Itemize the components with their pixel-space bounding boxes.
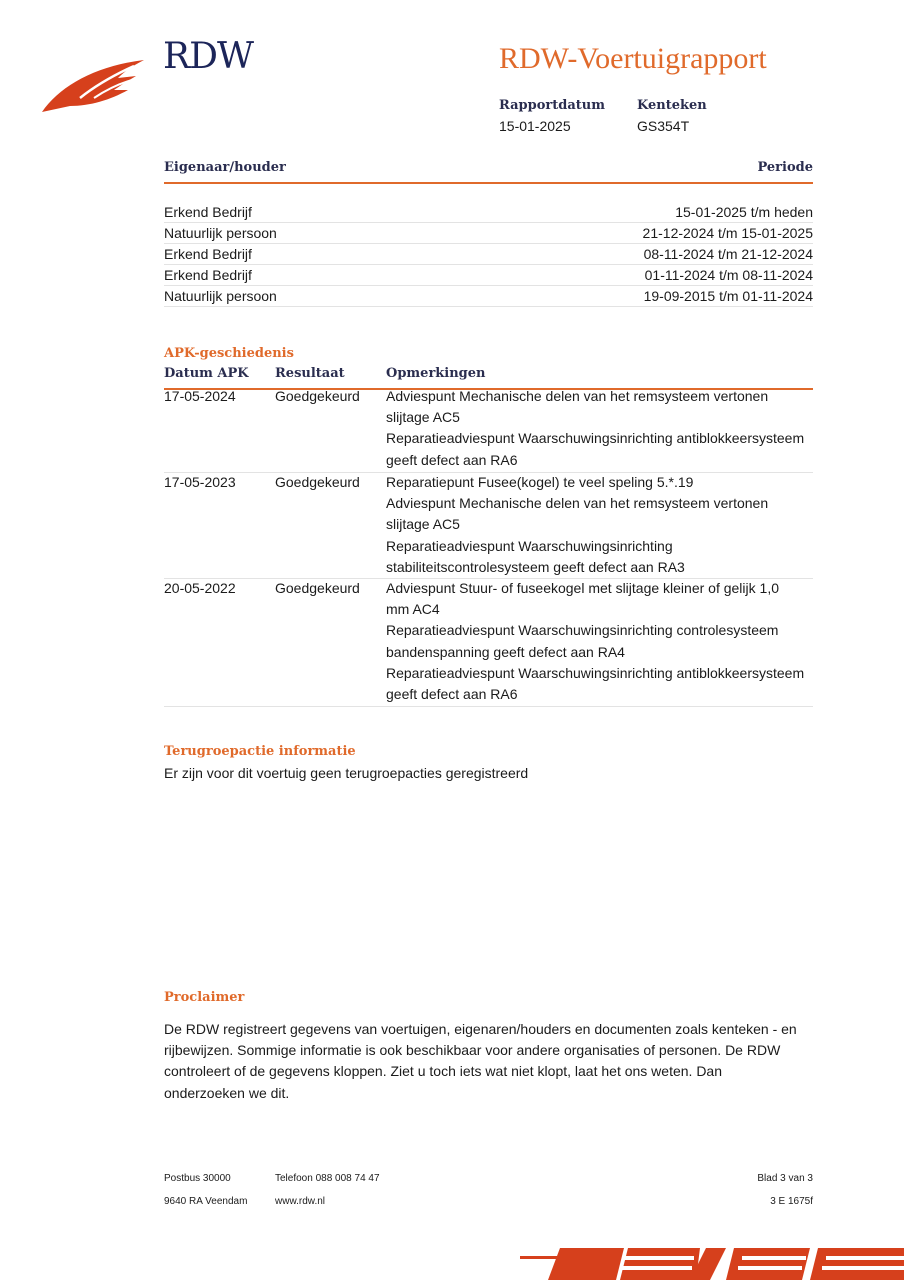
col-result: Resultaat [275,366,345,381]
proclaimer-title: Proclaimer [164,990,245,1005]
owners-table-header [164,160,813,184]
owner-row [164,265,813,286]
owner-period: 08-11-2024 t/m 21-12-2024 [643,246,813,262]
apk-remark: Reparatieadviespunt Waarschuwingsinrichting controlesysteem bandenspanning geeft defect aan RA4 [386,622,779,660]
kenteken-value: GS354T [637,118,690,134]
apk-remark: Adviespunt Stuur- of fuseekogel met slijtage kleiner of gelijk 1,0 mm AC4 [386,580,779,618]
footer-postbus: Postbus 30000 [164,1173,231,1184]
owner-row [164,244,813,265]
rapportdatum-label: Rapportdatum [499,98,605,113]
footer-code: 3 E 1675f [770,1196,813,1207]
decorative-stripes-icon [520,1244,904,1280]
owner-type: Erkend Bedrijf [164,267,252,283]
owner-period: 21-12-2024 t/m 15-01-2025 [642,225,813,241]
logo-text: RDW [163,36,253,77]
apk-row [164,386,813,473]
rapportdatum-value: 15-01-2025 [499,118,571,134]
owner-row [164,223,813,244]
footer-city: 9640 RA Veendam [164,1196,248,1207]
apk-remarks [386,472,806,578]
apk-remarks [386,386,806,471]
owner-type: Natuurlijk persoon [164,225,277,241]
apk-remark: Reparatiepunt Fusee(kogel) te veel speling 5.*.19 [386,474,694,490]
proclaimer-text: De RDW registreert gegevens van voertuigen, eigenaren/houders en documenten zoals kenteken - en rijbewijzen. Sommige informatie is ook beschikbaar voor andere organisaties of personen. De RDW controleert of de gegevens kloppen. Ziet u toch iets wat niet klopt, laat het ons weten. Dan onderzoeken we dit. [164,1021,797,1101]
apk-date: 20-05-2022 [164,580,236,596]
apk-row [164,472,813,579]
apk-remark: Reparatieadviespunt Waarschuwingsinrichting antiblokkeersysteem geeft defect aan RA6 [386,664,805,703]
owner-type: Erkend Bedrijf [164,246,252,262]
report-title: RDW-Voertuigrapport [499,42,767,75]
apk-remark: Reparatieadviespunt Waarschuwingsinrichting stabiliteitscontrolesysteem geeft defect aan RA3 [386,537,685,575]
apk-date: 17-05-2024 [164,388,236,404]
apk-result: Goedgekeurd [275,388,360,404]
rdw-logo-icon [40,56,150,116]
owner-period: 01-11-2024 t/m 08-11-2024 [644,267,813,283]
recall-title: Terugroepactie informatie [164,744,356,759]
apk-date: 17-05-2023 [164,474,236,490]
owner-type: Natuurlijk persoon [164,288,277,304]
owner-type: Erkend Bedrijf [164,204,252,220]
footer-phone: Telefoon 088 008 74 47 [275,1173,380,1184]
apk-result: Goedgekeurd [275,474,360,490]
owner-row [164,202,813,223]
col-date: Datum APK [164,366,249,381]
apk-remark: Adviespunt Mechanische delen van het remsysteem vertonen slijtage AC5 [386,495,769,533]
footer-page: Blad 3 van 3 [757,1173,813,1184]
footer-website[interactable]: www.rdw.nl [275,1196,326,1207]
recall-text: Er zijn voor dit voertuig geen terugroepacties geregistreerd [164,765,529,781]
owner-row [164,286,813,307]
apk-remarks [386,578,806,705]
apk-remark: Reparatieadviespunt Waarschuwingsinrichting antiblokkeersysteem geeft defect aan RA6 [386,430,805,468]
apk-remark: Adviespunt Mechanische delen van het remsysteem vertonen slijtage AC5 [386,388,769,426]
owner-period: 19-09-2015 t/m 01-11-2024 [643,288,813,304]
apk-result: Goedgekeurd [275,580,360,596]
col-owner: Eigenaar/houder [164,160,286,175]
apk-title: APK-geschiedenis [164,346,294,361]
owner-period: 15-01-2025 t/m heden [675,204,813,220]
col-remarks: Opmerkingen [386,366,486,381]
col-period: Periode [757,160,813,175]
kenteken-label: Kenteken [637,98,707,113]
apk-row [164,578,813,707]
